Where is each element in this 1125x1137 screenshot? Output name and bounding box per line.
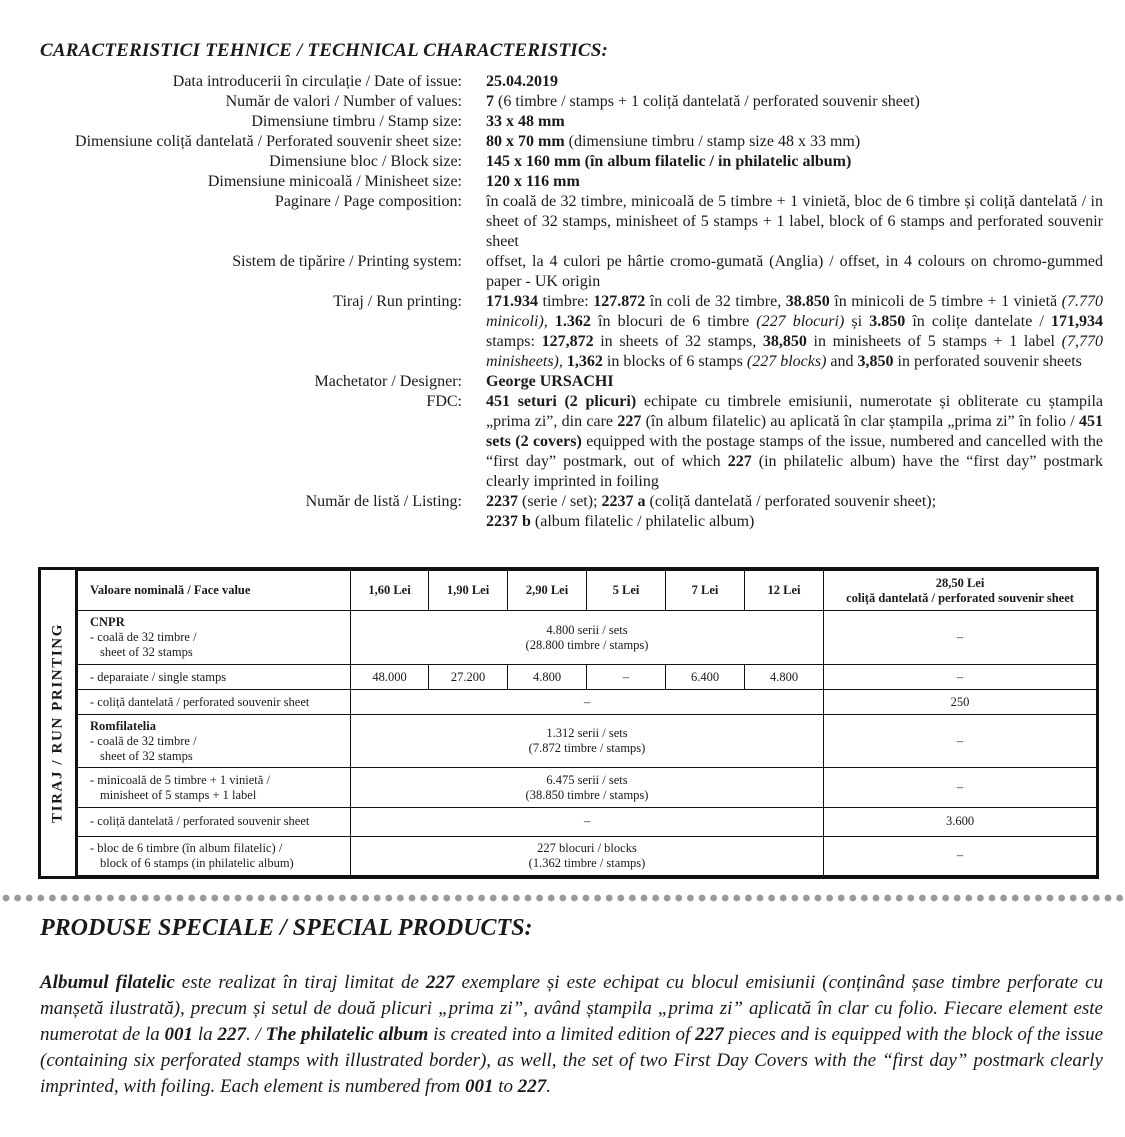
divider-dot	[675, 895, 682, 902]
divider-dot	[409, 895, 416, 902]
table-cell: 4.800	[745, 664, 824, 689]
divider-dot	[327, 895, 334, 902]
divider-dot	[745, 895, 752, 902]
table-cell: –	[824, 715, 1097, 768]
spec-label: Sistem de tipărire / Printing system:	[232, 253, 462, 270]
dotted-divider	[0, 890, 1125, 906]
spec-value: 25.04.2019	[486, 73, 558, 90]
face-value-header: Valoare nominală / Face value	[78, 571, 351, 611]
spec-value: 2237 (serie / set); 2237 a (coliță dantelată / perforated souvenir sheet); 2237 b (album filatelic / philatelic album)	[486, 493, 937, 530]
divider-dot	[200, 895, 207, 902]
spec-label: Machetator / Designer:	[314, 373, 462, 390]
divider-dot	[246, 895, 253, 902]
divider-dot	[942, 895, 949, 902]
spec-designer	[0, 372, 1125, 392]
divider-dot	[443, 895, 450, 902]
divider-dot	[861, 895, 868, 902]
divider-dot	[803, 895, 810, 902]
divider-dot	[501, 895, 508, 902]
divider-dot	[316, 895, 323, 902]
divider-dot	[490, 895, 497, 902]
divider-dot	[467, 895, 474, 902]
table-cell: –	[351, 808, 824, 836]
spec-label: Data introducerii în circulație / Date of issue:	[172, 73, 462, 90]
divider-dot	[768, 895, 775, 902]
spec-label: Dimensiune coliță dantelată / Perforated souvenir sheet size:	[75, 133, 462, 150]
divider-dot	[838, 895, 845, 902]
divider-dot	[281, 895, 288, 902]
value-2-header: 1,90 Lei	[429, 571, 508, 611]
spec-listing	[0, 492, 1125, 532]
table-row	[78, 664, 1097, 689]
divider-dot	[815, 895, 822, 902]
divider-dot	[177, 895, 184, 902]
row-label: - coliță dantelată / perforated souvenir sheet	[78, 808, 351, 836]
divider-dot	[641, 895, 648, 902]
spec-fdc	[0, 392, 1125, 492]
spec-value: 145 x 160 mm (în album filatelic / in philatelic album)	[486, 153, 852, 170]
divider-dot	[989, 895, 996, 902]
divider-dot	[652, 895, 659, 902]
divider-dot	[339, 895, 346, 902]
table-cell: 27.200	[429, 664, 508, 689]
divider-dot	[931, 895, 938, 902]
spec-value: 451 seturi (2 plicuri) echipate cu timbrele emisiunii, numerotate și obliterate cu ștampila „prima zi”, din care 227 (în album filatelic) au aplicată în clar ștampila „prima zi” în folio / 451 sets (2 covers) equipped with the postage stamps of the issue, numbered and cancelled with the “first day” postmark, out of which 227 (in philatelic album) have the “first day” postmark clearly imprinted in foiling	[486, 393, 1104, 490]
divider-dot	[362, 895, 369, 902]
divider-dot	[1116, 895, 1123, 902]
divider-dot	[188, 895, 195, 902]
divider-dot	[3, 895, 10, 902]
divider-dot	[954, 895, 961, 902]
divider-dot	[1000, 895, 1007, 902]
divider-dot	[153, 895, 160, 902]
spec-label: Dimensiune minicoală / Minisheet size:	[207, 173, 462, 190]
divider-dot	[84, 895, 91, 902]
divider-dot	[699, 895, 706, 902]
spec-date	[0, 72, 1125, 92]
value-6-header: 12 Lei	[745, 571, 824, 611]
divider-dot	[919, 895, 926, 902]
table-row	[78, 767, 1097, 807]
divider-dot	[559, 895, 566, 902]
divider-dot	[26, 895, 33, 902]
divider-dot	[571, 895, 578, 902]
table-cell: –	[587, 664, 666, 689]
table-row	[78, 690, 1097, 715]
spec-values	[0, 92, 1125, 112]
divider-dot	[269, 895, 276, 902]
section-title: CARACTERISTICI TEHNICE / TECHNICAL CHARACTERISTICS:	[40, 40, 609, 61]
divider-dot	[385, 895, 392, 902]
row-label: - deparaiate / single stamps	[78, 664, 351, 689]
table-cell: 4.800 serii / sets (28.800 timbre / stamps)	[351, 611, 824, 665]
table-row	[78, 611, 1097, 665]
divider-dot	[49, 895, 56, 902]
divider-dot	[977, 895, 984, 902]
table-cell: 6.475 serii / sets (38.850 timbre / stamps)	[351, 767, 824, 807]
divider-dot	[397, 895, 404, 902]
table-side-label: TIRAJ / RUN PRINTING	[41, 570, 77, 876]
divider-dot	[849, 895, 856, 902]
divider-dot	[513, 895, 520, 902]
divider-dot	[710, 895, 717, 902]
divider-dot	[907, 895, 914, 902]
divider-dot	[1047, 895, 1054, 902]
divider-dot	[1093, 895, 1100, 902]
table-cell: –	[824, 611, 1097, 665]
divider-dot	[130, 895, 137, 902]
spec-label: Număr de listă / Listing:	[305, 493, 462, 510]
divider-dot	[351, 895, 358, 902]
divider-dot	[14, 895, 21, 902]
divider-dot	[1012, 895, 1019, 902]
divider-dot	[826, 895, 833, 902]
divider-dot	[884, 895, 891, 902]
spec-label: Paginare / Page composition:	[274, 193, 462, 210]
divider-dot	[235, 895, 242, 902]
table-row	[78, 836, 1097, 875]
divider-dot	[1023, 895, 1030, 902]
spec-stamp-size	[0, 112, 1125, 132]
divider-dot	[1058, 895, 1065, 902]
table-row	[78, 808, 1097, 836]
divider-dot	[455, 895, 462, 902]
divider-dot	[896, 895, 903, 902]
divider-dot	[142, 895, 149, 902]
table-cell: –	[351, 690, 824, 715]
spec-value: 171.934 timbre: 127.872 în coli de 32 timbre, 38.850 în minicoli de 5 timbre + 1 vinietă (7.770 minicoli), 1.362 în blocuri de 6 timbre (227 blocuri) și 3.850 în colițe dantelate / 171,934 stamps: 127,872 in sheets of 32 stamps, 38,850 in minisheets of 5 stamps + 1 label (7,770 minisheets), 1,362 in blocks of 6 stamps (227 blocks) and 3,850 in perforated souvenir sheets	[486, 293, 1103, 370]
spec-block-size	[0, 152, 1125, 172]
divider-dot	[37, 895, 44, 902]
divider-dot	[1070, 895, 1077, 902]
spec-value: 120 x 116 mm	[486, 173, 580, 190]
table-cell: 48.000	[351, 664, 429, 689]
value-1-header: 1,60 Lei	[351, 571, 429, 611]
spec-value: 7 (6 timbre / stamps + 1 coliță dantelată / perforated souvenir sheet)	[486, 93, 920, 110]
row-label: - bloc de 6 timbre (în album filatelic) / block of 6 stamps (in philatelic album)	[78, 836, 351, 875]
table-cell: –	[824, 767, 1097, 807]
divider-dot	[583, 895, 590, 902]
divider-dot	[258, 895, 265, 902]
divider-dot	[548, 895, 555, 902]
divider-dot	[72, 895, 79, 902]
divider-dot	[629, 895, 636, 902]
spec-value: în coală de 32 timbre, minicoală de 5 timbre + 1 vinietă, bloc de 6 timbre și coliță dantelată / in sheet of 32 stamps, minisheet of 5 stamps + 1 label, block of 6 stamps and perforated souvenir sheet	[486, 193, 1103, 250]
spec-value: 33 x 48 mm	[486, 113, 565, 130]
table-cell: 4.800	[508, 664, 587, 689]
spec-label: FDC:	[426, 393, 462, 410]
divider-dot	[664, 895, 671, 902]
divider-dot	[304, 895, 311, 902]
spec-label: Dimensiune bloc / Block size:	[269, 153, 462, 170]
divider-dot	[223, 895, 230, 902]
divider-dot	[757, 895, 764, 902]
table-cell: 6.400	[666, 664, 745, 689]
divider-dot	[107, 895, 114, 902]
spec-label: Număr de valori / Number of values:	[225, 93, 462, 110]
divider-dot	[780, 895, 787, 902]
table-cell: 3.600	[824, 808, 1097, 836]
divider-dot	[1105, 895, 1112, 902]
run-printing-table	[38, 567, 1099, 879]
divider-dot	[687, 895, 694, 902]
row-label: CNPR - coală de 32 timbre / sheet of 32 stamps	[78, 611, 351, 665]
divider-dot	[95, 895, 102, 902]
spec-label: Dimensiune timbru / Stamp size:	[251, 113, 462, 130]
divider-dot	[478, 895, 485, 902]
row-label: - coliță dantelată / perforated souvenir sheet	[78, 690, 351, 715]
spec-sheet-size	[0, 132, 1125, 152]
table-cell: –	[824, 664, 1097, 689]
spec-value: 80 x 70 mm (dimensiune timbru / stamp size 48 x 33 mm)	[486, 133, 861, 150]
table-cell: 250	[824, 690, 1097, 715]
spec-printing-system	[0, 252, 1125, 292]
row-label: - minicoală de 5 timbre + 1 vinietă / minisheet of 5 stamps + 1 label	[78, 767, 351, 807]
divider-dot	[211, 895, 218, 902]
divider-dot	[432, 895, 439, 902]
spec-run-printing	[0, 292, 1125, 372]
value-5-header: 7 Lei	[666, 571, 745, 611]
divider-dot	[617, 895, 624, 902]
divider-dot	[873, 895, 880, 902]
divider-dot	[965, 895, 972, 902]
spec-value: George URSACHI	[486, 373, 614, 390]
table-header-row	[78, 571, 1097, 611]
value-3-header: 2,90 Lei	[508, 571, 587, 611]
divider-dot	[722, 895, 729, 902]
divider-dot	[733, 895, 740, 902]
row-label: Romfilatelia - coală de 32 timbre / sheet of 32 stamps	[78, 715, 351, 768]
divider-dot	[420, 895, 427, 902]
divider-dot	[119, 895, 126, 902]
divider-dot	[594, 895, 601, 902]
table-row	[78, 715, 1097, 768]
divider-dot	[536, 895, 543, 902]
divider-dot	[61, 895, 68, 902]
divider-dot	[791, 895, 798, 902]
divider-dot	[293, 895, 300, 902]
divider-dot	[1035, 895, 1042, 902]
spec-minisheet-size	[0, 172, 1125, 192]
divider-dot	[525, 895, 532, 902]
value-4-header: 5 Lei	[587, 571, 666, 611]
divider-dot	[606, 895, 613, 902]
spec-value: offset, la 4 culori pe hârtie cromo-gumată (Anglia) / offset, in 4 colours on chromo-gummed paper - UK origin	[486, 253, 1103, 290]
table-cell: –	[824, 836, 1097, 875]
special-products-title: PRODUSE SPECIALE / SPECIAL PRODUCTS:	[40, 915, 533, 941]
souvenir-value-header: 28,50 Lei coliță dantelată / perforated souvenir sheet	[824, 571, 1097, 611]
spec-label: Tiraj / Run printing:	[333, 293, 462, 310]
technical-specs	[0, 72, 1125, 532]
spec-page-composition	[0, 192, 1125, 252]
divider-dot	[165, 895, 172, 902]
divider-dot	[1081, 895, 1088, 902]
divider-dot	[374, 895, 381, 902]
special-products-text: Albumul filatelic este realizat în tiraj limitat de 227 exemplare și este echipat cu blocul emisiunii (conținând șase timbre perforate cu manșetă ilustrată), precum și setul de două plicuri „prima zi”, având ștampila „prima zi” aplicată în clar cu folio. Fiecare element este numerotat de la 001 la 227. / The philatelic album is created into a limited edition of 227 pieces and is equipped with the block of the issue (containing six perforated stamps with illustrated border), as well, the set of two First Day Covers with the “first day” postmark clearly imprinted, with foiling. Each element is numbered from 001 to 227.	[40, 972, 1104, 1097]
table-cell: 1.312 serii / sets (7.872 timbre / stamps)	[351, 715, 824, 768]
table-cell: 227 blocuri / blocks (1.362 timbre / stamps)	[351, 836, 824, 875]
